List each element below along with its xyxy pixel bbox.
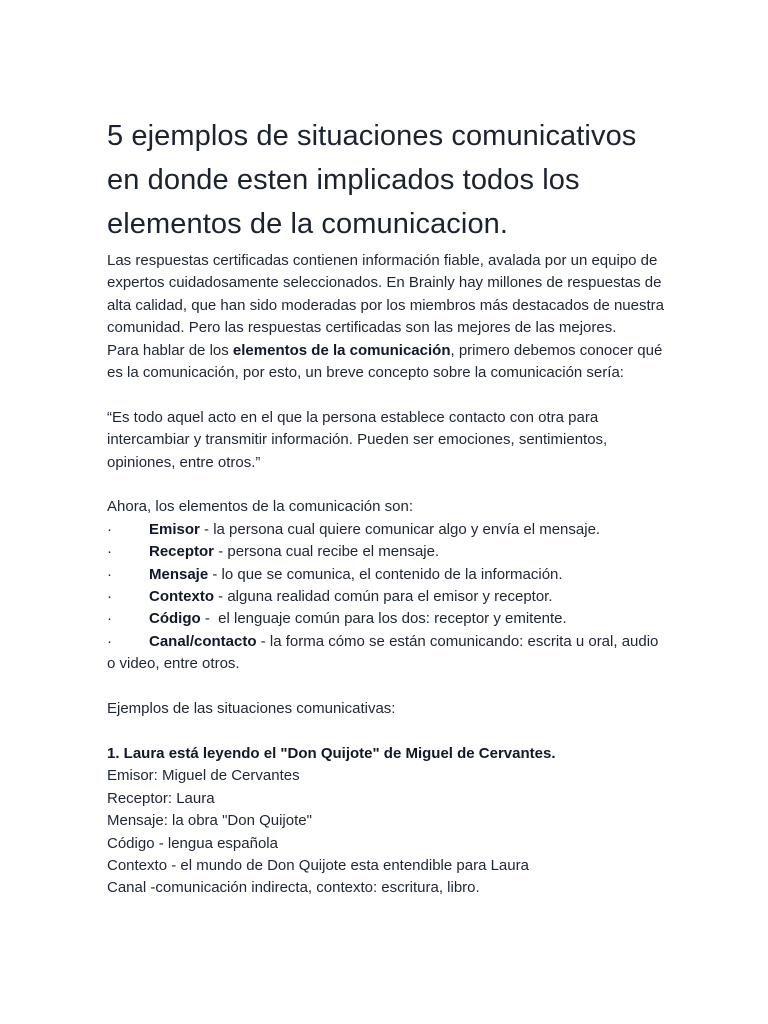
element-term: Canal/contacto — [149, 632, 257, 650]
spacer — [107, 384, 667, 406]
element-description: - persona cual recibe el mensaje. — [214, 543, 440, 561]
example-line: Emisor: Miguel de Cervantes — [107, 767, 300, 785]
example-title: 1. Laura está leyendo el "Don Quijote" de Miguel de Cervantes. — [107, 744, 556, 762]
bullet-marker: · — [107, 565, 112, 583]
element-term: Receptor — [149, 543, 215, 561]
list-item — [107, 631, 667, 676]
element-term: Código — [149, 610, 201, 628]
document-title: 5 ejemplos de situaciones comunicativos en donde esten implicados todos los elementos de la comunicacion. — [107, 120, 637, 240]
definition-intro-after: , primero debemos conocer qué es la comunicación, por esto, un breve concepto sobre la comunicación sería: — [107, 341, 663, 382]
elements-intro: Ahora, los elementos de la comunicación son: — [107, 498, 414, 516]
list-item — [107, 608, 667, 630]
spacer — [107, 474, 667, 496]
intro-paragraph: Las respuestas certificadas contienen información fiable, avalada por un equipo de expertos cuidadosamente seleccionados. En Brainly hay millones de respuestas de alta calidad, que han sido moderadas por los miembros más destacados de nuestra comunidad. Pero las respuestas certificadas son las mejores de las mejores. — [107, 252, 664, 337]
element-term: Emisor — [149, 520, 200, 538]
bullet-marker: · — [107, 632, 112, 650]
spacer — [107, 720, 667, 742]
element-description: - la persona cual quiere comunicar algo y envía el mensaje. — [199, 520, 601, 538]
bullet-marker: · — [107, 610, 112, 628]
definition-intro-before: Para hablar de los — [107, 341, 233, 359]
bullet-marker: · — [107, 520, 112, 538]
definition-intro-bold: elementos de la comunicación — [232, 341, 451, 359]
example-line: Canal -comunicación indirecta, contexto: escritura, libro. — [107, 879, 480, 897]
examples-intro: Ejemplos de las situaciones comunicativas: — [107, 700, 396, 718]
document-page — [107, 114, 667, 900]
list-item — [107, 564, 667, 586]
element-description: - lo que se comunica, el contenido de la información. — [208, 565, 563, 583]
definition-quote: “Es todo aquel acto en el que la persona establece contacto con otra para intercambiar y transmitir información. Pueden ser emociones, sentimientos, opiniones, entre otros.” — [107, 408, 608, 471]
document-body — [107, 250, 667, 900]
element-description: - alguna realidad común para el emisor y receptor. — [214, 588, 553, 606]
element-description: - la forma cómo se están comunicando: escrita u oral, audio o video, entre otros. — [107, 632, 659, 673]
list-item — [107, 519, 667, 541]
example-line: Receptor: Laura — [107, 789, 215, 807]
example-line: Código - lengua española — [107, 834, 278, 852]
example-line: Contexto - el mundo de Don Quijote esta entendible para Laura — [107, 856, 529, 874]
bullet-marker: · — [107, 588, 112, 606]
list-item — [107, 541, 667, 563]
element-term: Mensaje — [149, 565, 209, 583]
bullet-marker: · — [107, 543, 112, 561]
list-item — [107, 586, 667, 608]
definition-intro-paragraph — [107, 340, 667, 385]
example-line: Mensaje: la obra "Don Quijote" — [107, 812, 312, 830]
element-description: - el lenguaje común para los dos: receptor y emitente. — [200, 610, 567, 628]
element-term: Contexto — [149, 588, 214, 606]
spacer — [107, 676, 667, 698]
